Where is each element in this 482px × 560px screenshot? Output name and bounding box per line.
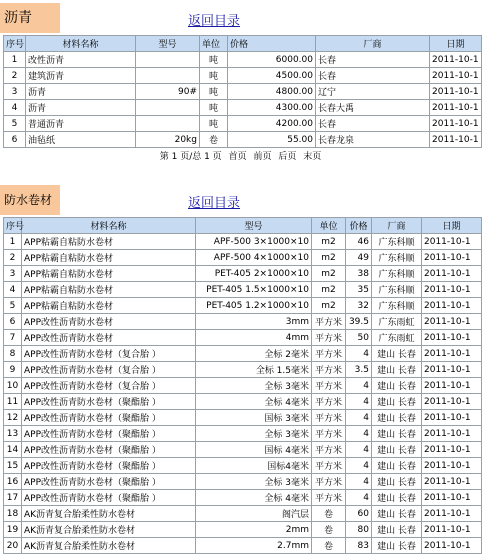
table-cell: 2011-10-1 [422,282,482,298]
header-cell-model: 型号 [136,36,200,52]
asphalt-header-row [4,36,482,52]
table-cell: 4 [346,378,372,394]
table-cell: APP改性沥青防水卷材（聚酯胎 ） [22,490,196,506]
table-cell: 沥青 [26,100,136,116]
table-cell: 建山 长春 [372,442,422,458]
header-cell-model: 型号 [196,218,312,234]
table-cell: 2011-10-1 [422,234,482,250]
pager-next-link[interactable]: 后页 [278,152,297,162]
pager-first-link[interactable]: 首页 [228,152,247,162]
table-cell: 4 [346,426,372,442]
table-cell: APP粘霸自粘防水卷材 [22,266,196,282]
table-cell: 辽宁 [316,84,430,100]
table-cell: 11 [4,394,22,410]
table-cell: 9 [4,362,22,378]
table-cell: APP粘霸自粘防水卷材 [22,250,196,266]
table-row [4,458,482,474]
table-cell: 7 [4,330,22,346]
table-cell: 广东雨虹 [372,330,422,346]
table-cell: 2011-10-1 [422,394,482,410]
table-cell: 沥青 [26,84,136,100]
table-cell: 平方米 [312,362,346,378]
table-cell: APP粘霸自粘防水卷材 [22,234,196,250]
header-cell-date: 日期 [430,36,482,52]
table-row [4,426,482,442]
table-row [4,330,482,346]
table-cell: 2 [4,68,26,84]
table-cell: 3 [4,84,26,100]
table-cell: 4 [346,490,372,506]
table-row [4,298,482,314]
table-cell: 16 [4,474,22,490]
table-cell [136,100,200,116]
table-cell: 全标 3毫米 [196,378,312,394]
asphalt-title-row [0,0,481,32]
table-cell: 2011-10-1 [422,330,482,346]
table-cell: 卷 [312,538,346,554]
header-cell-vendor: 厂商 [372,218,422,234]
table-cell: 改性沥青 [26,52,136,68]
table-cell: 广东科顺 [372,234,422,250]
table-cell: 建山 长春 [372,426,422,442]
table-cell: APP改性沥青防水卷材（聚酯胎 ） [22,426,196,442]
table-cell: m2 [312,298,346,314]
table-cell: 49 [346,250,372,266]
table-cell: 46 [346,234,372,250]
asphalt-back-link[interactable]: 返回目录 [188,14,241,29]
table-cell: 2011-10-1 [422,314,482,330]
table-cell: 17 [4,490,22,506]
table-cell: 建筑沥青 [26,68,136,84]
table-row [4,378,482,394]
table-row [4,474,482,490]
table-cell: 32 [346,298,372,314]
table-cell: 2011-10-1 [422,426,482,442]
table-cell: 2.7mm [196,538,312,554]
table-cell: 油毡纸 [26,132,136,148]
table-cell: m2 [312,250,346,266]
table-cell [136,68,200,84]
table-row [4,100,482,116]
table-cell: 4 [346,458,372,474]
table-cell: APP改性沥青防水卷材（复合胎 ） [22,378,196,394]
table-cell: 建山 长春 [372,362,422,378]
table-cell: 2011-10-1 [422,346,482,362]
table-cell: 广东雨虹 [372,314,422,330]
table-row [4,250,482,266]
table-cell: 10 [4,378,22,394]
table-cell: 14 [4,442,22,458]
table-cell: m2 [312,282,346,298]
asphalt-category-title: 沥青 [0,3,60,33]
table-row [4,522,482,538]
table-cell: APP改性沥青防水卷材（聚酯胎 ） [22,474,196,490]
table-cell: m2 [312,266,346,282]
table-cell: 建山 长春 [372,394,422,410]
membrane-section [0,182,481,552]
table-cell: 全标 4毫米 [196,394,312,410]
table-cell: 2011-10-1 [430,116,482,132]
table-row [4,282,482,298]
table-cell: 平方米 [312,330,346,346]
table-cell: PET-405 1.5×1000×10 [196,282,312,298]
table-cell [136,116,200,132]
table-cell [136,52,200,68]
table-cell: 1 [4,52,26,68]
table-cell: 2011-10-1 [422,458,482,474]
table-cell: 2011-10-1 [422,522,482,538]
table-cell: APP改性沥青防水卷材（聚酯胎 ） [22,394,196,410]
table-cell: 2011-10-1 [430,100,482,116]
table-cell: 2011-10-1 [422,538,482,554]
table-cell: 建山 长春 [372,490,422,506]
pager-info: 第 1 页/总 1 页 [159,152,222,162]
table-cell: 2011-10-1 [422,250,482,266]
membrane-title-row [0,182,481,214]
table-cell: 长春 [316,116,430,132]
table-cell: 5 [4,116,26,132]
table-cell: 90# [136,84,200,100]
table-cell: 全标 3毫米 [196,474,312,490]
table-cell: 2011-10-1 [422,378,482,394]
table-cell: 4 [346,346,372,362]
table-row [4,490,482,506]
table-cell: 35 [346,282,372,298]
table-row [4,234,482,250]
table-cell: 4 [346,410,372,426]
table-cell: 2011-10-1 [422,490,482,506]
table-cell: 建山 长春 [372,506,422,522]
table-cell: APP粘霸自粘防水卷材 [22,298,196,314]
table-cell: 长春 [316,52,430,68]
table-cell: 4mm [196,330,312,346]
table-cell: APP改性沥青防水卷材（聚酯胎 ） [22,442,196,458]
table-cell: 建山 长春 [372,410,422,426]
table-cell: 国标 4毫米 [196,442,312,458]
table-cell: 长春大禹 [316,100,430,116]
table-cell: APF-500 3×1000×10 [196,234,312,250]
table-cell: 卷 [200,132,228,148]
table-cell: APP改性沥青防水卷材（复合胎 ） [22,362,196,378]
table-cell: 平方米 [312,346,346,362]
table-row [4,442,482,458]
table-cell: 建山 长春 [372,346,422,362]
table-cell: 吨 [200,84,228,100]
table-cell: 广东科顺 [372,298,422,314]
table-cell: 4 [346,474,372,490]
header-cell-name: 材料名称 [26,36,136,52]
table-cell: 19 [4,522,22,538]
table-cell: 2011-10-1 [422,298,482,314]
table-cell: APP粘霸自粘防水卷材 [22,282,196,298]
asphalt-pager [0,150,481,165]
table-cell: AK沥青复合胎柔性防水卷材 [22,538,196,554]
table-row [4,506,482,522]
table-cell: 平方米 [312,378,346,394]
table-cell: 长春龙泉 [316,132,430,148]
table-cell: 8 [4,346,22,362]
table-cell: 20 [4,538,22,554]
table-cell: PET-405 2×1000×10 [196,266,312,282]
table-cell: 3mm [196,314,312,330]
header-cell-unit: 单位 [312,218,346,234]
table-cell: 80 [346,522,372,538]
table-row [4,346,482,362]
table-row [4,132,482,148]
table-cell: 20kg [136,132,200,148]
header-cell-vendor: 厂商 [316,36,430,52]
table-cell: 2011-10-1 [430,52,482,68]
table-cell: 平方米 [312,410,346,426]
table-cell: 3.5 [346,362,372,378]
table-cell: 38 [346,266,372,282]
table-cell: 全标 1.5毫米 [196,362,312,378]
table-cell: m2 [312,234,346,250]
table-cell: 吨 [200,68,228,84]
table-cell: 吨 [200,116,228,132]
table-cell: 长春 [316,68,430,84]
table-cell: 2011-10-1 [430,132,482,148]
table-cell: APP改性沥青防水卷材 [22,314,196,330]
table-cell: 2 [4,250,22,266]
table-cell: 国标4毫米 [196,458,312,474]
table-cell: 1 [4,234,22,250]
table-cell: 6000.00 [228,52,316,68]
table-cell: 吨 [200,52,228,68]
pager-prev-link[interactable]: 前页 [253,152,272,162]
membrane-back-link[interactable]: 返回目录 [188,196,241,211]
header-cell-date: 日期 [422,218,482,234]
table-cell: 3 [4,266,22,282]
table-cell: 国标 3毫米 [196,410,312,426]
header-cell-index: 序号 [4,36,26,52]
table-cell: APP改性沥青防水卷材（聚酯胎 ） [22,458,196,474]
table-cell: 全标 4毫米 [196,490,312,506]
table-cell: 2011-10-1 [422,266,482,282]
table-row [4,52,482,68]
table-row [4,68,482,84]
table-cell: 2011-10-1 [422,442,482,458]
table-cell: 平方米 [312,474,346,490]
table-row [4,394,482,410]
table-row [4,116,482,132]
table-cell: 15 [4,458,22,474]
table-cell: 2011-10-1 [422,506,482,522]
table-cell: 2011-10-1 [422,474,482,490]
table-cell: 建山 长春 [372,378,422,394]
asphalt-table [3,35,482,148]
table-cell: 4 [346,394,372,410]
table-row [4,84,482,100]
table-cell: 2011-10-1 [422,410,482,426]
table-cell: 2mm [196,522,312,538]
table-cell: 4 [4,100,26,116]
table-cell: AK沥青复合胎柔性防水卷材 [22,506,196,522]
header-cell-index: 序号 [4,218,22,234]
table-cell: 全标 2毫米 [196,346,312,362]
table-cell: 18 [4,506,22,522]
table-cell: 吨 [200,100,228,116]
table-cell: 全标 3毫米 [196,426,312,442]
table-row [4,538,482,554]
table-cell: 平方米 [312,426,346,442]
table-cell: 平方米 [312,490,346,506]
table-cell: APF-500 4×1000×10 [196,250,312,266]
table-cell: 卷 [312,506,346,522]
header-cell-price: 价格 [228,36,316,52]
pager-last-link[interactable]: 末页 [303,152,322,162]
table-cell: 平方米 [312,394,346,410]
table-row [4,410,482,426]
table-cell: 4 [4,282,22,298]
table-cell: 建山 长春 [372,474,422,490]
table-cell: 5 [4,298,22,314]
table-cell: 建山 长春 [372,458,422,474]
header-cell-price: 价格 [346,218,372,234]
membrane-header-row [4,218,482,234]
table-cell: 13 [4,426,22,442]
table-cell: 4800.00 [228,84,316,100]
table-cell: 4200.00 [228,116,316,132]
table-cell: 50 [346,330,372,346]
table-cell: 2011-10-1 [430,68,482,84]
header-cell-unit: 单位 [200,36,228,52]
table-cell: AK沥青复合胎柔性防水卷材 [22,522,196,538]
table-cell: 2011-10-1 [430,84,482,100]
table-cell: 6 [4,314,22,330]
header-cell-name: 材料名称 [22,218,196,234]
table-cell: 平方米 [312,314,346,330]
table-cell: 平方米 [312,442,346,458]
membrane-category-title: 防水卷材 [0,185,60,215]
table-cell: 广东科顺 [372,282,422,298]
table-cell: 普通沥青 [26,116,136,132]
table-row [4,314,482,330]
table-cell: APP改性沥青防水卷材（复合胎 ） [22,346,196,362]
table-cell: 建山 长春 [372,538,422,554]
table-cell: 广东科顺 [372,250,422,266]
table-cell: 83 [346,538,372,554]
table-cell: 平方米 [312,458,346,474]
table-cell: 4500.00 [228,68,316,84]
table-cell: 2011-10-1 [422,362,482,378]
table-cell: 4 [346,442,372,458]
asphalt-section [0,0,481,162]
table-cell: 建山 长春 [372,522,422,538]
table-cell: 39.5 [346,314,372,330]
table-row [4,362,482,378]
table-cell: APP改性沥青防水卷材 [22,330,196,346]
table-cell: 4300.00 [228,100,316,116]
membrane-table [3,217,482,554]
table-cell: 广东科顺 [372,266,422,282]
table-cell: 55.00 [228,132,316,148]
table-row [4,266,482,282]
table-cell: 卷 [312,522,346,538]
table-cell: 阁汽层 [196,506,312,522]
table-cell: 12 [4,410,22,426]
table-cell: PET-405 1.2×1000×10 [196,298,312,314]
table-cell: APP改性沥青防水卷材（聚酯胎 ） [22,410,196,426]
table-cell: 60 [346,506,372,522]
table-cell: 6 [4,132,26,148]
